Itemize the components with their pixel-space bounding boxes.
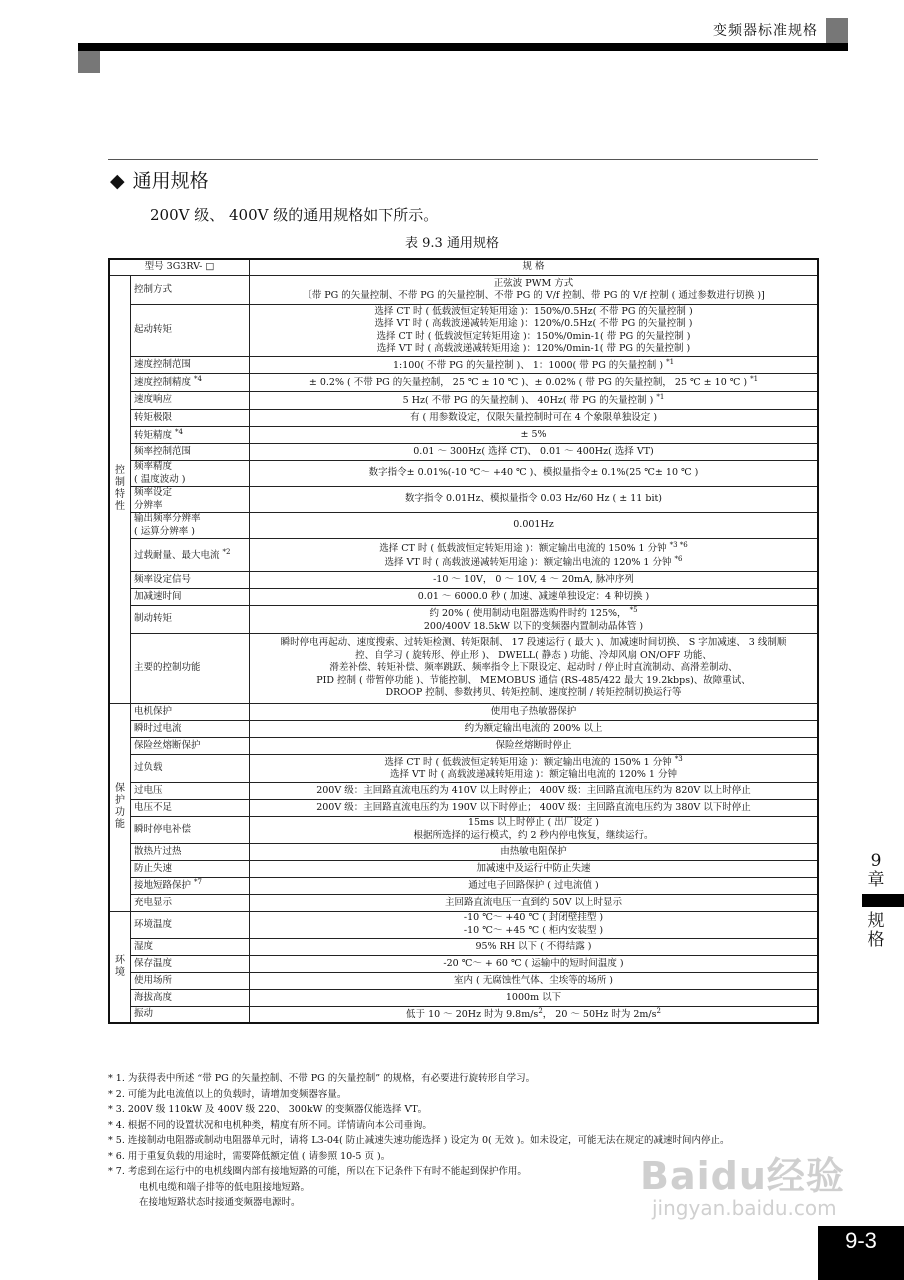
chapter-tab-bar [862, 894, 904, 907]
page-number: 9-3 [818, 1226, 904, 1280]
table-row [109, 877, 818, 894]
table-row [109, 860, 818, 877]
table-row [109, 374, 818, 392]
spec-value: 数字指令± 0.01%(-10 ℃～ +40 ℃ )、模拟量指令± 0.1%(25 ℃± 10 ℃ ) [250, 461, 819, 487]
table-row [109, 894, 818, 911]
spec-value: -10 ℃～ +40 ℃ ( 封闭壁挂型 ) -10 ℃～ +45 ℃ ( 柜内安装型 ) [250, 911, 819, 938]
footnote: * 4. 根据不同的设置状况和电机种类，精度有所不同。详情请向本公司垂询。 [108, 1119, 432, 1131]
table-row [109, 843, 818, 860]
diamond-icon: ◆ [110, 170, 125, 192]
table-row [109, 737, 818, 754]
spec-value: 选择 CT 时 ( 低载波恒定转矩用途 )：150%/0.5Hz( 不带 PG 的矢量控制 ) 选择 VT 时 ( 高载波递减转矩用途 )：120%/0.5Hz( 不带 PG 的矢量控制 ) 选择 CT 时 ( 低载波恒定转矩用途 )：150%/0min-1( 带 PG 的矢量控制 ) 选择 VT 时 ( 高载波递减转矩用途 )：120%/0min-1( 带 PG 的矢量控制 ) [250, 305, 819, 357]
spec-label: 振动 [131, 1006, 250, 1023]
table-row [109, 461, 818, 487]
section-title-text: 通用规格 [132, 170, 209, 192]
spec-label: 加减速时间 [131, 589, 250, 606]
table-header-row [109, 259, 818, 276]
spec-value: -20 ℃～ + 60 ℃ ( 运输中的短时间温度 ) [250, 955, 819, 972]
table-row [109, 305, 818, 357]
spec-label: 海拔高度 [131, 989, 250, 1006]
spec-value: 保险丝熔断时停止 [250, 737, 819, 754]
spec-label: 主要的控制功能 [131, 633, 250, 703]
spec-value: 5 Hz( 不带 PG 的矢量控制 )、 40Hz( 带 PG 的矢量控制 ) $^{*1}$ [250, 392, 819, 410]
spec-value: 200V 级：主回路直流电压约为 410V 以上时停止； 400V 级：主回路直流电压约为 820V 以上时停止 [250, 782, 819, 799]
watermark-logo: Baidu经验 [640, 1154, 845, 1198]
header-title: 变频器标准规格 [713, 23, 818, 39]
table-row [109, 487, 818, 513]
spec-label: 接地短路保护 $^{*7}$ [131, 877, 250, 894]
spec-label: 速度控制精度 $^{*4}$ [131, 374, 250, 392]
spec-value: 0.001Hz [250, 513, 819, 539]
spec-label: 电机保护 [131, 703, 250, 720]
spec-label: 速度响应 [131, 392, 250, 410]
spec-label: 起动转矩 [131, 305, 250, 357]
spec-label: 频率控制范围 [131, 444, 250, 461]
spec-value: 室内 ( 无腐蚀性气体、尘埃等的场所 ) [250, 972, 819, 989]
section-divider [108, 159, 818, 160]
spec-label: 保存温度 [131, 955, 250, 972]
table-row [109, 720, 818, 737]
spec-label: 散热片过热 [131, 843, 250, 860]
spec-value: 有 ( 用参数设定，仅限矢量控制时可在 4 个象限单独设定 ) [250, 410, 819, 427]
table-row [109, 276, 818, 305]
spec-value: 由热敏电阻保护 [250, 843, 819, 860]
spec-label: 制动转矩 [131, 606, 250, 634]
spec-table [108, 258, 819, 1024]
spec-value: 约 20% ( 使用制动电阻器选购件时约 125%， $^{*5}$ 200/400V 18.5kW 以下的变频器内置制动晶体管 ) [250, 606, 819, 634]
table-row [109, 539, 818, 572]
section-title [110, 166, 209, 193]
table-row [109, 444, 818, 461]
spec-label: 过负载 [131, 754, 250, 782]
footnote: * 2. 可能为此电流值以上的负载时，请增加变频器容量。 [108, 1088, 347, 1100]
table-row [109, 754, 818, 782]
spec-label: 频率设定信号 [131, 572, 250, 589]
spec-value: 通过电子回路保护 ( 过电流值 ) [250, 877, 819, 894]
header-model: 型号 3G3RV- □ [109, 259, 250, 276]
table-row [109, 955, 818, 972]
header-spec: 规 格 [250, 259, 819, 276]
spec-label: 保险丝熔断保护 [131, 737, 250, 754]
spec-label: 过电压 [131, 782, 250, 799]
spec-label: 速度控制范围 [131, 357, 250, 374]
footnote: 在接地短路状态时接通变频器电源时。 [139, 1197, 301, 1208]
table-row [109, 589, 818, 606]
table-row [109, 799, 818, 816]
spec-label: 控制方式 [131, 276, 250, 305]
table-caption: 表 9.3 通用规格 [405, 236, 499, 251]
intro-text: 200V 级、 400V 级的通用规格如下所示。 [150, 206, 439, 224]
table-row [109, 938, 818, 955]
footnote: * 7. 考虑到在运行中的电机线圈内部有接地短路的可能，所以在下记条件下有时不能起到保护作用。 [108, 1166, 527, 1177]
spec-value: 加减速中及运行中防止失速 [250, 860, 819, 877]
footnote: * 1. 为获得表中所述 “带 PG 的矢量控制、不带 PG 的矢量控制” 的规格，有必要进行旋转形自学习。 [108, 1073, 536, 1084]
table-row [109, 911, 818, 938]
group-label-protection: 保 护 功 能 [109, 703, 131, 911]
chapter-number: 9 章 [867, 851, 885, 890]
table-row [109, 633, 818, 703]
group-label-control: 控 制 特 性 [109, 276, 131, 704]
spec-label: 防止失速 [131, 860, 250, 877]
table-row [109, 972, 818, 989]
spec-value: 选择 CT 时 ( 低载波恒定转矩用途 )：额定输出电流的 150% 1 分钟 $^{*3 *6}$ 选择 VT 时 ( 高载波递减转矩用途 )：额定输出电流的 120% 1 分钟 $^{*6}$ [250, 539, 819, 572]
spec-label: 电压不足 [131, 799, 250, 816]
spec-label: 频率精度 ( 温度波动 ) [131, 461, 250, 487]
spec-value: -10 ～ 10V， 0 ～ 10V, 4 ～ 20mA, 脉冲序列 [250, 572, 819, 589]
table-row [109, 989, 818, 1006]
footnote: 电机电缆和端子排等的低电阻接地短路。 [139, 1181, 311, 1193]
spec-value: 200V 级：主回路直流电压约为 190V 以下时停止； 400V 级：主回路直流电压约为 380V 以下时停止 [250, 799, 819, 816]
table-row [109, 1006, 818, 1023]
spec-value: 1:100( 不带 PG 的矢量控制 )、 1：1000( 带 PG 的矢量控制 ) $^{*1}$ [250, 357, 819, 374]
spec-label: 转矩精度 $^{*4}$ [131, 427, 250, 444]
spec-value: 低于 10 ～ 20Hz 时为 $9.8m/s^2$， 20 ～ 50Hz 时为 $2m/s^2$ [250, 1006, 819, 1023]
spec-label: 充电显示 [131, 894, 250, 911]
spec-value: 使用电子热敏器保护 [250, 703, 819, 720]
spec-value: 瞬时停电再起动、速度搜索、过转矩检测、转矩限制、 17 段速运行 ( 最大 )、加减速时间切换、 S 字加减速、 3 线制顺 控、自学习 ( 旋转形、停止形 )、 DWELL( 静态 ) 功能、冷却风扇 ON/OFF 功能、 滑差补偿、转矩补偿、频率跳跃、频率指令上下限设定、起动时 / 停止时直流制动、高滑差制动、 PID 控制 ( 带暂停功能 )、节能控制、 MEMOBUS 通信 (RS-485/422 最大 19.2kbps)、故障重试、 DROOP 控制、参数拷贝、转矩控制、速度控制 / 转矩控制切换运行等 [250, 633, 819, 703]
spec-value: 0.01 ～ 300Hz( 选择 CT)、 0.01 ～ 400Hz( 选择 VT) [250, 444, 819, 461]
footnote: * 5. 连接制动电阻器或制动电阻器单元时，请将 L3-04( 防止减速失速功能选择 ) 设定为 0( 无效 )。如未设定，可能无法在规定的减速时间内停止。 [108, 1135, 730, 1146]
table-row [109, 392, 818, 410]
spec-label: 瞬时停电补偿 [131, 816, 250, 843]
spec-value: 15ms 以上时停止 ( 出厂设定 ) 根据所选择的运行模式，约 2 秒内停电恢复，继续运行。 [250, 816, 819, 843]
spec-value: 主回路直流电压一直到约 50V 以上时显示 [250, 894, 819, 911]
spec-label: 使用场所 [131, 972, 250, 989]
table-row [109, 572, 818, 589]
spec-label: 频率设定 分辨率 [131, 487, 250, 513]
spec-value: ± 0.2% ( 不带 PG 的矢量控制， 25 ℃ ± 10 ℃ )、± 0.02% ( 带 PG 的矢量控制， 25 ℃ ± 10 ℃ ) $^{*1}$ [250, 374, 819, 392]
spec-label: 输出频率分辨率 ( 运算分辨率 ) [131, 513, 250, 539]
table-row [109, 410, 818, 427]
spec-value: 正弦波 PWM 方式 〔带 PG 的矢量控制、不带 PG 的矢量控制、不带 PG 的 V/f 控制、带 PG 的 V/f 控制 ( 通过参数进行切换 )] [250, 276, 819, 305]
spec-value: 1000m 以下 [250, 989, 819, 1006]
table-row [109, 606, 818, 634]
table-row [109, 513, 818, 539]
spec-label: 环境温度 [131, 911, 250, 938]
table-row [109, 357, 818, 374]
header-bar [78, 43, 848, 51]
spec-value: 0.01 ～ 6000.0 秒 ( 加速、减速单独设定：4 种切换 ) [250, 589, 819, 606]
spec-label: 过载耐量、最大电流 $^{*2}$ [131, 539, 250, 572]
spec-label: 转矩极限 [131, 410, 250, 427]
footnote: * 6. 用于重复负载的用途时，需要降低额定值 ( 请参照 10-5 页 )。 [108, 1150, 391, 1162]
spec-value: 数字指令 0.01Hz、模拟量指令 0.03 Hz/60 Hz ( ± 11 bit) [250, 487, 819, 513]
group-label-environment: 环 境 [109, 911, 131, 1023]
spec-value: 约为额定输出电流的 200% 以上 [250, 720, 819, 737]
spec-value: ± 5% [250, 427, 819, 444]
spec-label: 瞬时过电流 [131, 720, 250, 737]
table-row [109, 703, 818, 720]
watermark-url: jingyan.baidu.com [652, 1196, 837, 1220]
table-row [109, 782, 818, 799]
header-marker-left [78, 51, 100, 73]
chapter-name: 规 格 [867, 911, 885, 950]
table-row [109, 427, 818, 444]
footnote: * 3. 200V 级 110kW 及 400V 级 220、 300kW 的变频器仅能选择 VT。 [108, 1104, 428, 1115]
spec-label: 湿度 [131, 938, 250, 955]
table-row [109, 816, 818, 843]
spec-value: 选择 CT 时 ( 低载波恒定转矩用途 )：额定输出电流的 150% 1 分钟 $^{*3}$ 选择 VT 时 ( 高载波递减转矩用途 )：额定输出电流的 120% 1 分钟 [250, 754, 819, 782]
header-marker [826, 18, 848, 46]
spec-value: 95% RH 以下 ( 不得结露 ) [250, 938, 819, 955]
